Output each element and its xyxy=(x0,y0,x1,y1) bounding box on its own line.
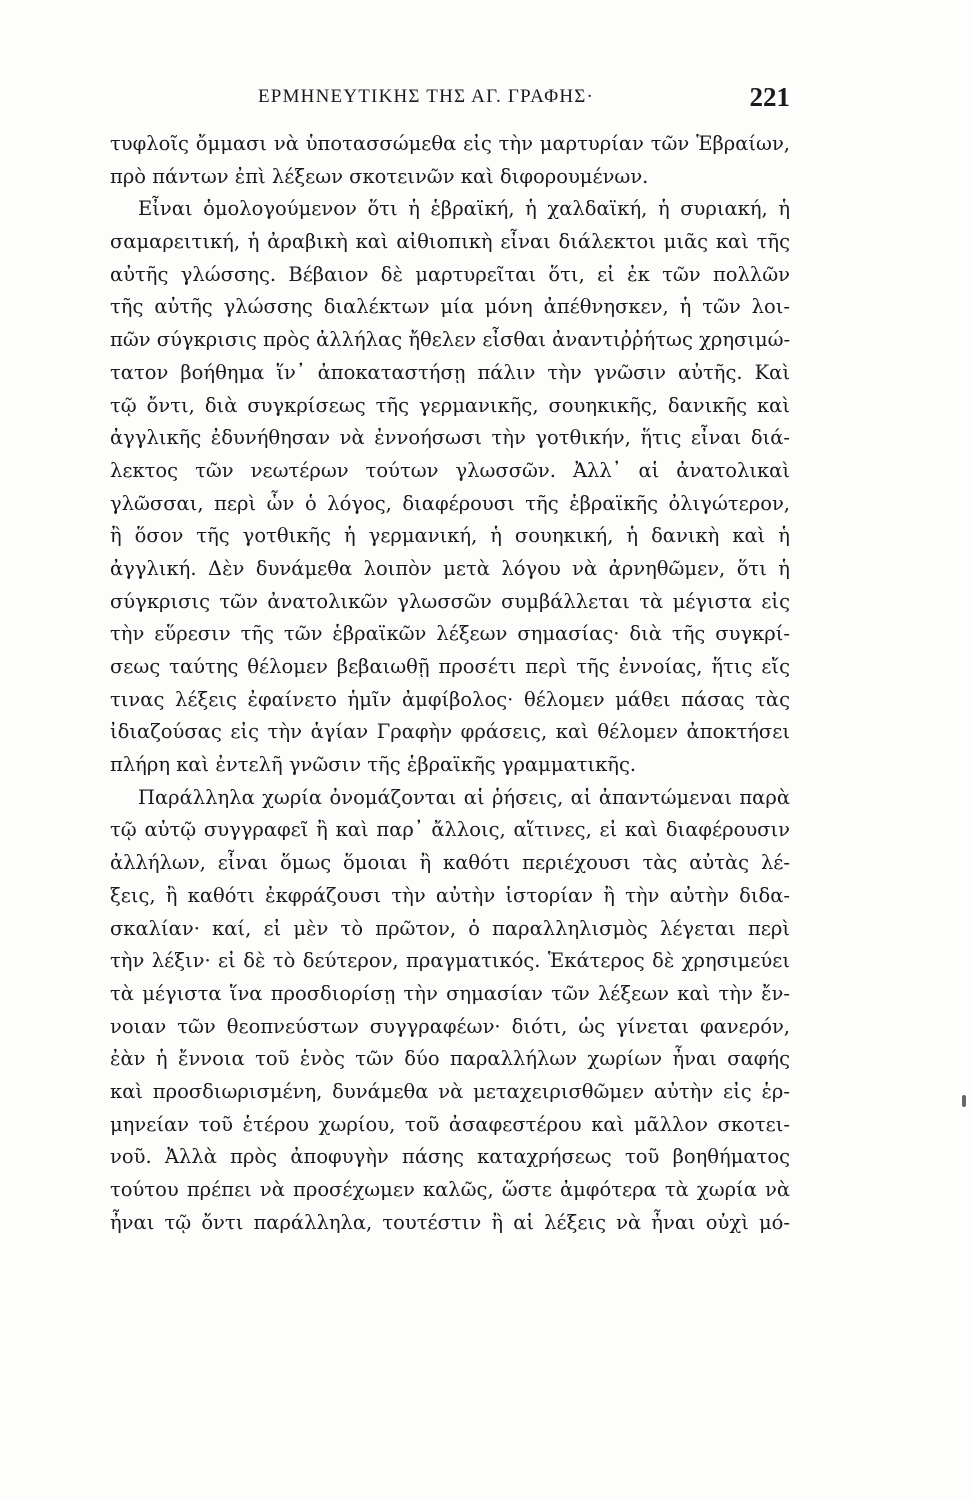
text-line: νοιαν τῶν θεοπνεύστων συγγραφέων· διότι, ὡς γίνεται φανερόν, xyxy=(110,1014,790,1038)
text-line: τὰ μέγιστα ἵνα προσδιορίσῃ τὴν σημασίαν τῶν λέξεων καὶ τὴν ἔν- xyxy=(110,981,790,1005)
running-head: ΕΡΜΗΝΕΥΤΙΚΗΣ ΤΗΣ ΑΓ. ΓΡΑΦΗΣ· xyxy=(258,86,595,107)
text-line: ἀγγλική. Δὲν δυνάμεθα λοιπὸν μετὰ λόγου νὰ ἀρνηθῶμεν, ὅτι ἡ xyxy=(110,556,790,580)
paragraph-start-line: Εἶναι ὁμολογούμενον ὅτι ἡ ἑβραϊκή, ἡ χαλδαϊκή, ἡ συριακή, ἡ xyxy=(138,197,790,221)
text-line: πῶν σύγκρισις πρὸς ἀλλήλας ἤθελεν εἶσθαι ἀναντιῤῥήτως χρησιμώ- xyxy=(110,328,791,352)
text-line: ἦναι τῷ ὄντι παράλληλα, τουτέστιν ἢ αἱ λέξεις νὰ ἦναι οὐχὶ μό- xyxy=(110,1210,790,1234)
text-line: γλῶσσαι, περὶ ὧν ὁ λόγος, διαφέρουσι τῆς ἑβραϊκῆς ὀλιγώτερον, xyxy=(110,491,790,515)
text-line: τὴν εὕρεσιν τῆς τῶν ἑβραϊκῶν λέξεων σημασίας· διὰ τῆς συγκρί- xyxy=(110,622,790,646)
text-line: λεκτος τῶν νεωτέρων τούτων γλωσσῶν. Ἀλλ᾽ αἱ ἀνατολικαὶ xyxy=(110,458,790,482)
text-line: ἢ ὅσον τῆς γοτθικῆς ἡ γερμανική, ἡ σουηκική, ἡ δανικὴ καὶ ἡ xyxy=(110,524,790,548)
paragraph-start-line: Παράλληλα χωρία ὀνομάζονται αἱ ῥήσεις, αἱ ἀπαντώμεναι παρὰ xyxy=(138,785,790,809)
text-line: τινας λέξεις ἐφαίνετο ἡμῖν ἀμφίβολος· θέλομεν μάθει πάσας τὰς xyxy=(110,687,790,711)
text-line: τατον βοήθημα ἵν᾽ ἀποκαταστήσῃ πάλιν τὴν γνῶσιν αὐτῆς. Καὶ xyxy=(110,360,790,384)
text-line: μηνείαν τοῦ ἑτέρου χωρίου, τοῦ ἀσαφεστέρου καὶ μᾶλλον σκοτει- xyxy=(110,1112,790,1136)
text-line: καὶ προσδιωρισμένη, δυνάμεθα νὰ μεταχειρισθῶμεν αὐτὴν εἰς ἑρ- xyxy=(110,1079,790,1103)
text-line: πλήρη καὶ ἐντελῆ γνῶσιν τῆς ἑβραϊκῆς γραμματικῆς. xyxy=(110,753,637,777)
text-line: τὴν λέξιν· εἰ δὲ τὸ δεύτερον, πραγματικός. Ἑκάτερος δὲ χρησιμεύει xyxy=(110,949,790,973)
text-line: ἀγγλικῆς ἐδυνήθησαν νὰ ἐννοήσωσι τὴν γοτθικήν, ἥτις εἶναι διά- xyxy=(110,426,790,450)
text-line: τῆς αὐτῆς γλώσσης διαλέκτων μία μόνη ἀπέθνησκεν, ἡ τῶν λοι- xyxy=(110,295,790,319)
text-line: τῷ αὐτῷ συγγραφεῖ ἢ καὶ παρ᾽ ἄλλοις, αἵτινες, εἰ καὶ διαφέρουσιν xyxy=(110,818,790,842)
text-line: τυφλοῖς ὄμμασι νὰ ὑποτασσώμεθα εἰς τὴν μαρτυρίαν τῶν Ἑβραίων, xyxy=(110,132,790,155)
text-line: νοῦ. Ἀλλὰ πρὸς ἀποφυγὴν πάσης καταχρήσεως τοῦ βοηθήματος xyxy=(110,1145,790,1169)
text-line: πρὸ πάντων ἐπὶ λέξεων σκοτεινῶν καὶ διφορουμένων. xyxy=(110,164,649,188)
text-line: τῷ ὄντι, διὰ συγκρίσεως τῆς γερμανικῆς, σουηκικῆς, δανικῆς καὶ xyxy=(110,393,790,417)
text-line: ξεις, ἢ καθότι ἐκφράζουσι τὴν αὐτὴν ἱστορίαν ἢ τὴν αὐτὴν διδα- xyxy=(110,883,790,907)
text-line: τούτου πρέπει νὰ προσέχωμεν καλῶς, ὥστε ἀμφότερα τὰ χωρία νὰ xyxy=(110,1178,790,1201)
margin-ink-mark xyxy=(962,1095,966,1107)
text-line: σαμαρειτική, ἡ ἀραβικὴ καὶ αἰθιοπικὴ εἶναι διάλεκτοι μιᾶς καὶ τῆς xyxy=(110,230,790,254)
text-line: σκαλίαν· καί, εἰ μὲν τὸ πρῶτον, ὁ παραλληλισμὸς λέγεται περὶ xyxy=(110,916,790,940)
text-line: σεως ταύτης θέλομεν βεβαιωθῇ προσέτι περὶ τῆς ἐννοίας, ἥτις εἴς xyxy=(110,655,790,678)
text-line: ἐὰν ἡ ἔννοια τοῦ ἑνὸς τῶν δύο παραλλήλων χωρίων ἦναι σαφής xyxy=(110,1047,790,1071)
text-line: αὐτῆς γλώσσης. Βέβαιον δὲ μαρτυρεῖται ὅτι, εἰ ἐκ τῶν πολλῶν xyxy=(110,262,790,286)
text-line: σύγκρισις τῶν ἀνατολικῶν γλωσσῶν συμβάλλεται τὰ μέγιστα εἰς xyxy=(110,589,790,613)
body-text xyxy=(110,128,790,1239)
page-number: 221 xyxy=(749,82,790,112)
text-line: ἀλλήλων, εἶναι ὅμως ὅμοιαι ἢ καθότι περιέχουσι τὰς αὐτὰς λέ- xyxy=(110,851,790,875)
page-header xyxy=(110,82,790,118)
text-line: ἰδιαζούσας εἰς τὴν ἁγίαν Γραφὴν φράσεις, καὶ θέλομεν ἀποκτήσει xyxy=(110,720,790,744)
